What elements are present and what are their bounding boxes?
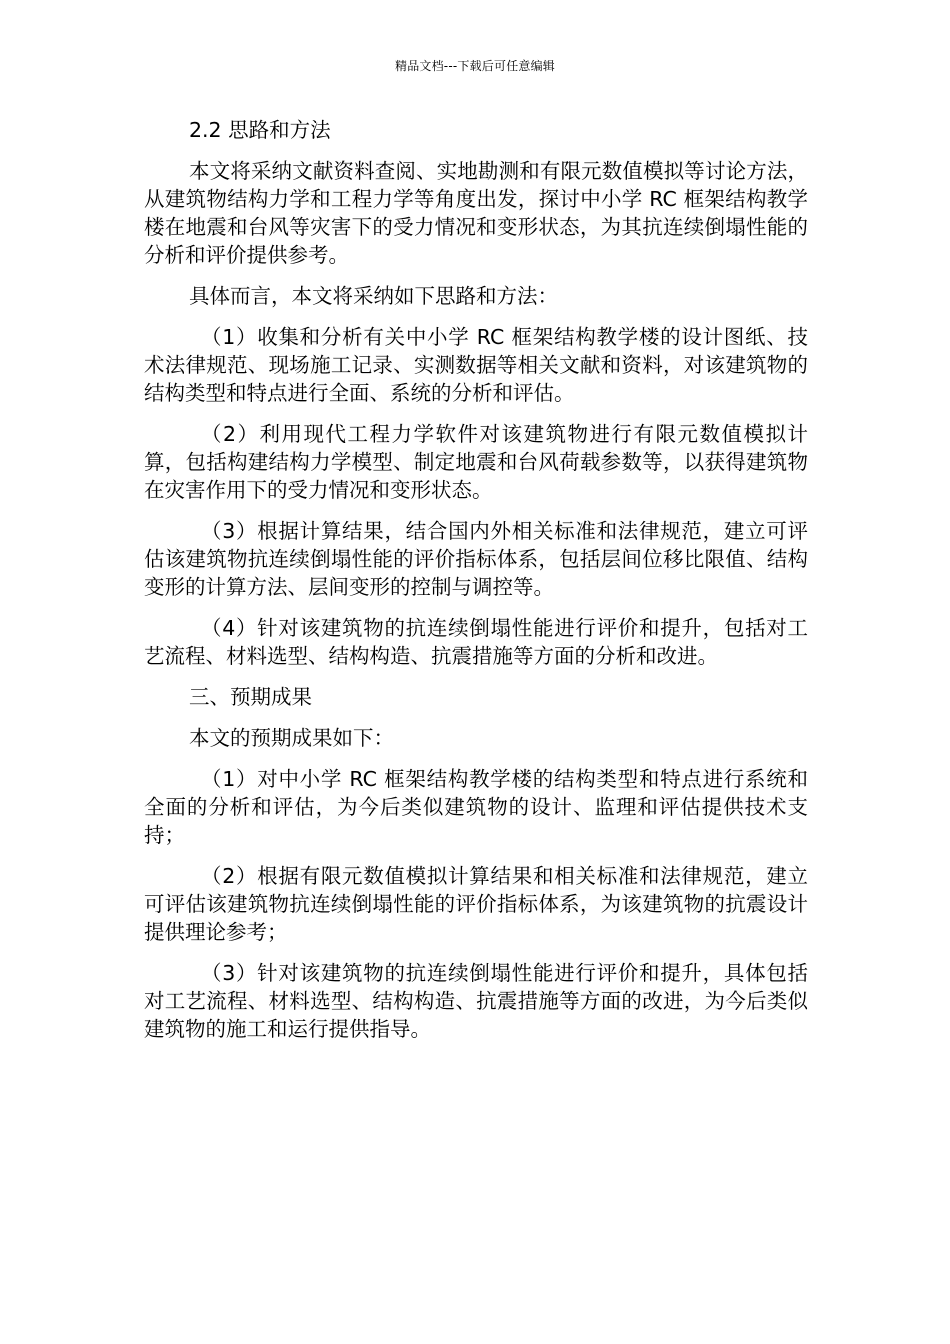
- paragraph: 本文将采纳文献资料查阅、实地勘测和有限元数值模拟等讨论方法，从建筑物结构力学和工程力学等角度出发，探讨中小学 RC 框架结构教学楼在地震和台风等灾害下的受力情况和变形状态，为其抗连续倒塌性能的分析和评价提供参考。: [144, 159, 808, 267]
- paragraph: 本文的预期成果如下：: [189, 726, 394, 750]
- list-item: （2）根据有限元数值模拟计算结果和相关标准和法律规范，建立可评估该建筑物抗连续倒塌性能的评价指标体系，为该建筑物的抗震设计提供理论参考；: [144, 864, 808, 944]
- list-item: （3）针对该建筑物的抗连续倒塌性能进行评价和提升，具体包括对工艺流程、材料选型、结构构造、抗震措施等方面的改进，为今后类似建筑物的施工和运行提供指导。: [144, 961, 808, 1041]
- list-item: （1）对中小学 RC 框架结构教学楼的结构类型和特点进行系统和全面的分析和评估，为今后类似建筑物的设计、监理和评估提供技术支持；: [144, 767, 808, 847]
- page-header: 精品文档---下载后可任意编辑: [395, 59, 555, 73]
- list-item: （4）针对该建筑物的抗连续倒塌性能进行评价和提升，包括对工艺流程、材料选型、结构构造、抗震措施等方面的分析和改进。: [144, 616, 808, 668]
- list-item: （2）利用现代工程力学软件对该建筑物进行有限元数值模拟计算，包括构建结构力学模型、制定地震和台风荷载参数等，以获得建筑物在灾害作用下的受力情况和变形状态。: [144, 422, 808, 502]
- list-item: （1）收集和分析有关中小学 RC 框架结构教学楼的设计图纸、技术法律规范、现场施工记录、实测数据等相关文献和资料，对该建筑物的结构类型和特点进行全面、系统的分析和评估。: [144, 325, 808, 405]
- section-heading: 三、预期成果: [189, 685, 312, 709]
- document-body: [144, 116, 808, 1056]
- section-heading: 2.2 思路和方法: [189, 118, 331, 142]
- paragraph: 具体而言，本文将采纳如下思路和方法：: [189, 284, 558, 308]
- list-item: （3）根据计算结果，结合国内外相关标准和法律规范，建立可评估该建筑物抗连续倒塌性能的评价指标体系，包括层间位移比限值、结构变形的计算方法、层间变形的控制与调控等。: [144, 519, 808, 599]
